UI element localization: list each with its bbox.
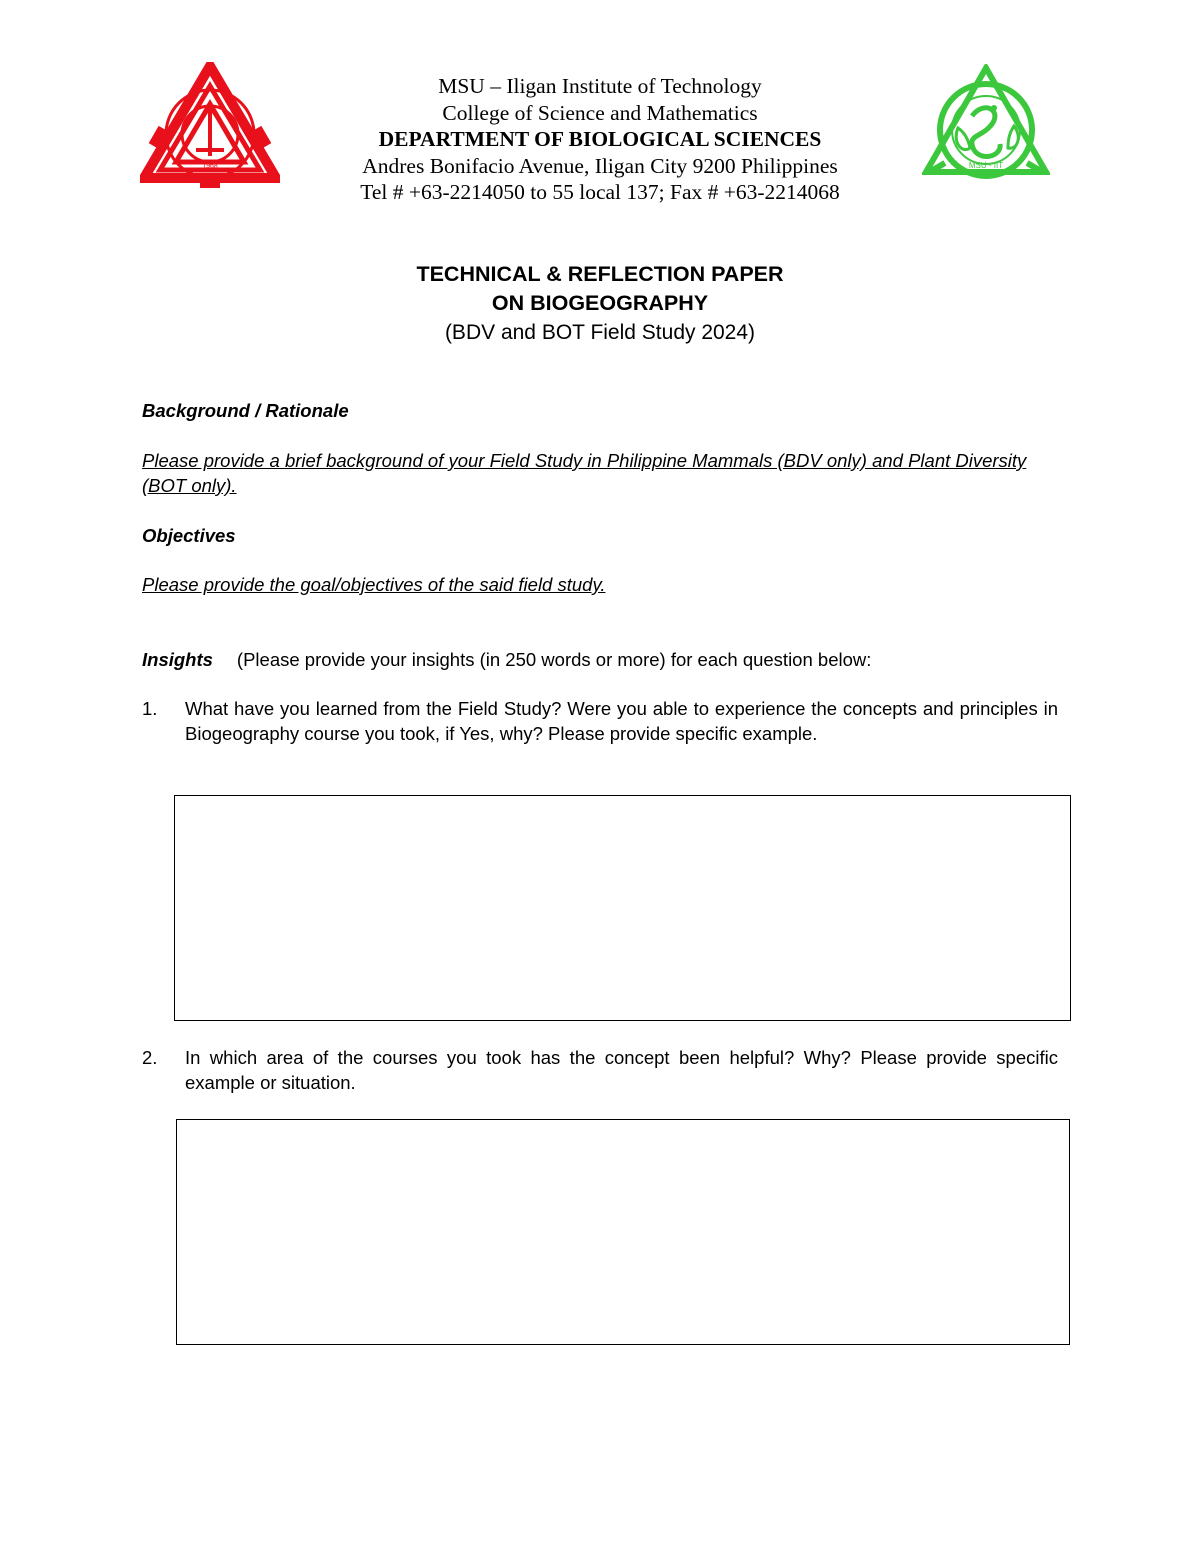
insights-instruction: (Please provide your insights (in 250 words or more) for each question below: bbox=[236, 649, 872, 670]
title-line-1: TECHNICAL & REFLECTION PAPER bbox=[416, 262, 784, 286]
contact-info: Tel # +63-2214050 to 55 local 137; Fax # +63-2214068 bbox=[360, 180, 840, 204]
question-text: What have you learned from the Field Study? Were you able to experience the concepts and principles in Biogeography course you took, if Yes, why? Please provide specific example. bbox=[185, 698, 1058, 744]
background-instruction: Please provide a brief background of your Field Study in Philippine Mammals (BDV only) and Plant Diversity (BOT only). bbox=[142, 450, 1027, 496]
document-title bbox=[300, 260, 900, 348]
letterhead bbox=[300, 73, 900, 206]
title-subtitle: (BDV and BOT Field Study 2024) bbox=[444, 321, 756, 344]
background-heading: Background / Rationale bbox=[142, 400, 349, 421]
question-number: 2. bbox=[142, 1047, 158, 1068]
answer-box-2[interactable] bbox=[176, 1119, 1070, 1345]
question-number: 1. bbox=[142, 698, 158, 719]
msu-iit-seal-icon bbox=[140, 62, 280, 192]
question-text: In which area of the courses you took has the concept been helpful? Why? Please provide specific example or situation. bbox=[185, 1047, 1058, 1093]
seal-text: MSU - IIT bbox=[968, 161, 1004, 170]
insights-heading: Insights bbox=[142, 649, 213, 670]
college-name: College of Science and Mathematics bbox=[442, 100, 758, 125]
department-name: DEPARTMENT OF BIOLOGICAL SCIENCES bbox=[378, 127, 822, 151]
insights-header bbox=[142, 647, 871, 672]
address: Andres Bonifacio Avenue, Iligan City 9200 Philippines bbox=[362, 153, 838, 178]
objectives-instruction: Please provide the goal/objectives of the said field study. bbox=[142, 574, 606, 595]
question-2 bbox=[142, 1045, 1058, 1095]
answer-box-1[interactable] bbox=[174, 795, 1071, 1021]
answer-input-1[interactable] bbox=[175, 796, 1070, 1020]
objectives-heading: Objectives bbox=[142, 525, 236, 546]
question-1 bbox=[142, 696, 1058, 746]
title-line-2: ON BIOGEOGRAPHY bbox=[491, 291, 709, 315]
seal-year: 1968 bbox=[202, 163, 218, 170]
dbs-seal-icon bbox=[922, 64, 1050, 192]
institution-name: MSU – Iligan Institute of Technology bbox=[438, 74, 762, 98]
answer-input-2[interactable] bbox=[177, 1120, 1069, 1344]
